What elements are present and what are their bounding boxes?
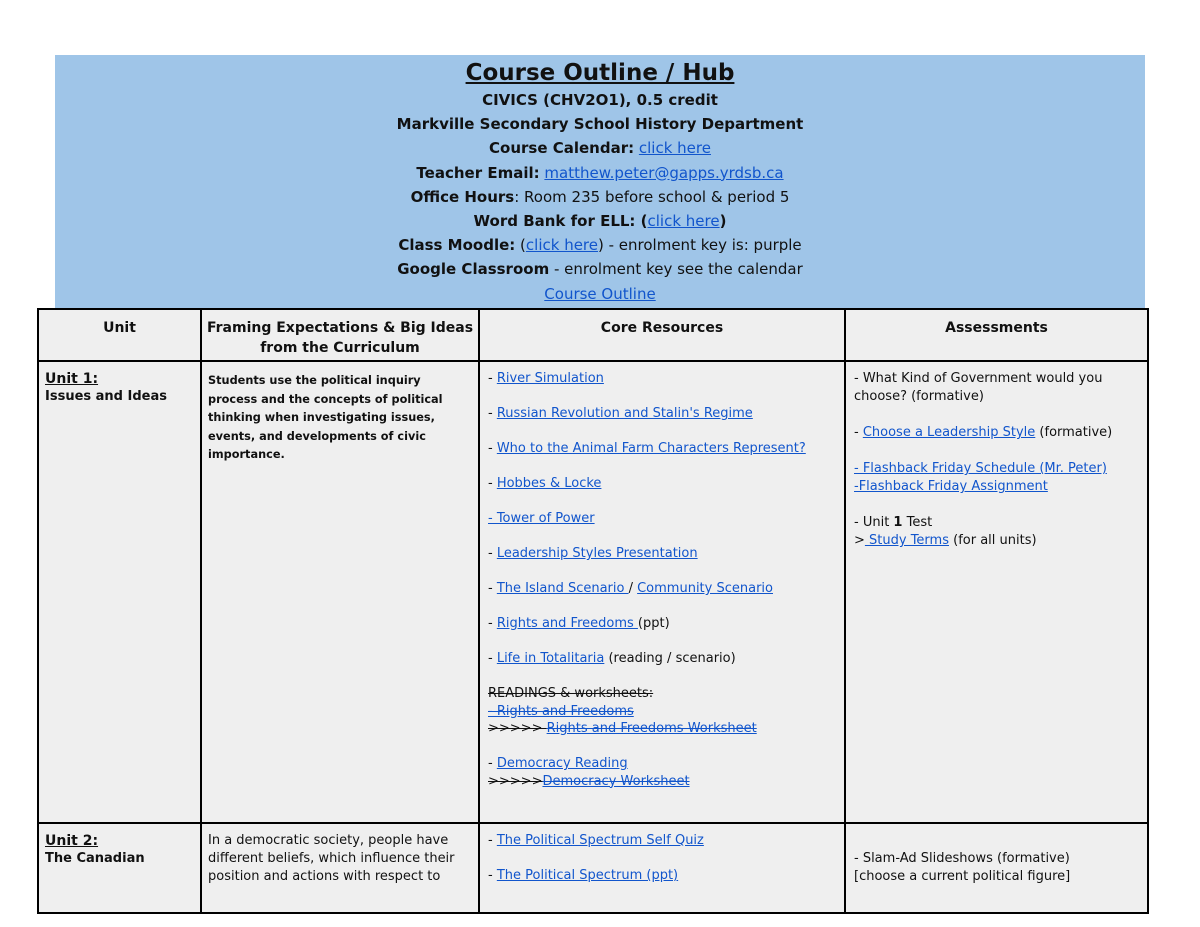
calendar-link[interactable]: click here [638,139,711,158]
readings-block: READINGS & worksheets: - Rights and Freedoms >>>>> Rights and Freedoms Worksheet [488,686,757,736]
department: Markville Secondary School History Department [396,115,804,134]
hobbes-locke-link[interactable]: Hobbes & Locke [496,476,602,491]
rights-reading-link[interactable]: - Rights and Freedoms [488,703,634,719]
flashback-assignment-link[interactable]: -Flashback Friday Assignment [854,479,1048,494]
river-simulation-link[interactable]: River Simulation [496,371,604,386]
leadership-style-link[interactable]: Choose a Leadership Style [862,425,1036,440]
political-spectrum-ppt-link[interactable]: The Political Spectrum (ppt) [496,868,679,883]
community-scenario-link[interactable]: Community Scenario [637,581,773,596]
unit-1-expectations: Students use the political inquiry process and the concepts of political thinking when investigating issues, events, and developments of civic importance. [201,361,479,823]
rights-worksheet-link[interactable]: Rights and Freedoms Worksheet [546,721,757,736]
calendar-line: Course Calendar: click here [489,139,711,158]
political-spectrum-quiz-link[interactable]: The Political Spectrum Self Quiz [496,833,704,848]
unit-1-cell [38,361,201,823]
moodle-line: Class Moodle: (click here) - enrolment key is: purple [398,236,802,255]
unit-1-assessments: - What Kind of Government would you choose? (formative) - Choose a Leadership Style (formative) - Flashback Friday Schedule (Mr. Peter) -Flashback Friday Assignment - Unit 1 Test > Study Terms (for all units) [845,361,1148,823]
unit-2-subtitle: The Canadian [45,851,145,866]
course-table [37,308,1149,914]
flashback-schedule-link[interactable]: - Flashback Friday Schedule (Mr. Peter) [854,461,1107,476]
unit-2-expectations: In a democratic society, people have different beliefs, which influence their position and actions with respect to [201,823,479,913]
word-bank-link[interactable]: click here [647,212,720,231]
democracy-worksheet-link[interactable]: Democracy Worksheet [542,773,690,789]
office-hours-line: Office Hours: Room 235 before school & period 5 [410,187,790,206]
table-row [38,823,1148,913]
totalitaria-link[interactable]: Life in Totalitaria [496,651,605,666]
course-code: CIVICS (CHV2O1), 0.5 credit [482,91,718,109]
header-framing: Framing Expectations & Big Ideas from the Curriculum [201,309,479,361]
google-classroom-line: Google Classroom - enrolment key see the calendar [397,260,803,279]
unit-1-subtitle: Issues and Ideas [45,389,167,404]
email-link[interactable]: matthew.peter@gapps.yrdsb.ca [544,163,784,182]
animal-farm-link[interactable]: Who to the Animal Farm Characters Represent? [496,441,806,456]
moodle-link[interactable]: click here [525,236,598,255]
unit-2-title: Unit 2: [45,833,99,849]
unit-1-title: Unit 1: [45,371,99,387]
word-bank-line: Word Bank for ELL: (click here) [473,212,727,231]
header-assessments: Assessments [845,309,1148,361]
course-outline-line [55,282,1145,306]
leadership-styles-link[interactable]: Leadership Styles Presentation [496,546,698,561]
header-resources: Core Resources [479,309,845,361]
page-title: Course Outline / Hub [465,60,735,86]
header-unit: Unit [38,309,201,361]
rights-freedoms-ppt-link[interactable]: Rights and Freedoms [496,616,638,631]
island-scenario-link[interactable]: The Island Scenario [496,581,629,596]
email-line: Teacher Email: matthew.peter@gapps.yrdsb.ca [416,163,784,182]
study-terms-link[interactable]: Study Terms [864,533,949,548]
course-outline-link[interactable]: Course Outline [544,284,656,303]
unit-1-resources: - River Simulation - Russian Revolution and Stalin's Regime - Who to the Animal Farm Characters Represent? - Hobbes & Locke - Tower of Power - Leadership Styles Presentation - The Island Scenario / Community Scenario - Rights and Freedoms (ppt) - Life in Totalitaria (reading / scenario) READINGS & worksheets: - Rights and Freedoms >>>>> Rights and Freedoms Worksheet - Democracy Reading >>>>>Democracy Worksheet [479,361,845,823]
russian-revolution-link[interactable]: Russian Revolution and Stalin's Regime [496,406,753,421]
table-header-row [38,309,1148,361]
unit-2-cell [38,823,201,913]
table-row [38,361,1148,823]
unit-2-resources: - The Political Spectrum Self Quiz - The Political Spectrum (ppt) [479,823,845,913]
tower-of-power-link[interactable]: - Tower of Power [488,511,595,526]
democracy-reading-link[interactable]: Democracy Reading [496,756,628,771]
course-header [55,55,1145,308]
unit-2-assessments: - Slam-Ad Slideshows (formative) [choose a current political figure] [845,823,1148,913]
